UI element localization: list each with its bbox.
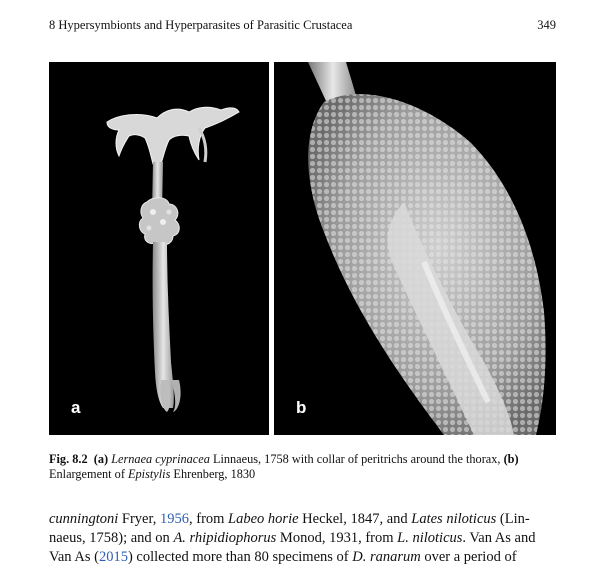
- figure-panel-b: [274, 62, 556, 435]
- body-line-3: [49, 548, 556, 567]
- caption-a-species: Lernaea cyprinacea: [111, 452, 210, 466]
- caption-b-marker: (b): [503, 452, 519, 466]
- species-name: D. ranarum: [352, 549, 421, 565]
- figure-caption: [49, 452, 556, 482]
- page-number: 349: [537, 18, 556, 32]
- figure-8-2: [49, 62, 556, 435]
- body-text: ) collected more than 80 specimens of: [127, 549, 353, 565]
- species-name: Labeo horie: [228, 511, 299, 527]
- caption-b-text-1: Enlargement of: [49, 467, 128, 481]
- caption-a-text: Linnaeus, 1758 with collar of peritrichs around the thorax,: [209, 452, 504, 466]
- body-line-2: [49, 529, 556, 548]
- epistylis-enlargement-image: [274, 62, 556, 435]
- body-text: (Lin-: [496, 511, 530, 527]
- body-line-1: [49, 510, 556, 529]
- citation-link-2015[interactable]: 2015: [98, 549, 128, 565]
- lernaea-specimen-image: [49, 62, 269, 435]
- citation-link-1956[interactable]: 1956: [159, 511, 189, 527]
- figure-panel-a: [49, 62, 269, 435]
- caption-b-text-2: Ehrenberg, 1830: [170, 467, 256, 481]
- body-text: naeus, 1758); and on: [49, 530, 174, 546]
- figure-label: Fig. 8.2: [49, 452, 88, 466]
- body-text: Van As (: [49, 549, 99, 565]
- body-text: Fryer,: [118, 511, 160, 527]
- caption-b-genus: Epistylis: [128, 467, 171, 481]
- caption-a-marker: (a): [93, 452, 109, 466]
- body-text: Monod, 1931, from: [276, 530, 398, 546]
- body-text: Heckel, 1847, and: [298, 511, 412, 527]
- body-text: . Van As and: [462, 530, 536, 546]
- chapter-title: 8 Hypersymbionts and Hyperparasites of Parasitic Crustacea: [49, 18, 353, 32]
- running-head: [49, 18, 556, 36]
- panel-b-label: b: [296, 398, 307, 417]
- body-text: over a period of: [420, 549, 517, 565]
- body-paragraph: [49, 510, 556, 567]
- species-name: cunningtoni: [49, 511, 119, 527]
- species-name: Lates niloticus: [411, 511, 497, 527]
- species-name: L. niloticus: [397, 530, 463, 546]
- species-name: A. rhipidiophorus: [173, 530, 277, 546]
- panel-a-label: a: [71, 398, 81, 417]
- body-text: , from: [188, 511, 229, 527]
